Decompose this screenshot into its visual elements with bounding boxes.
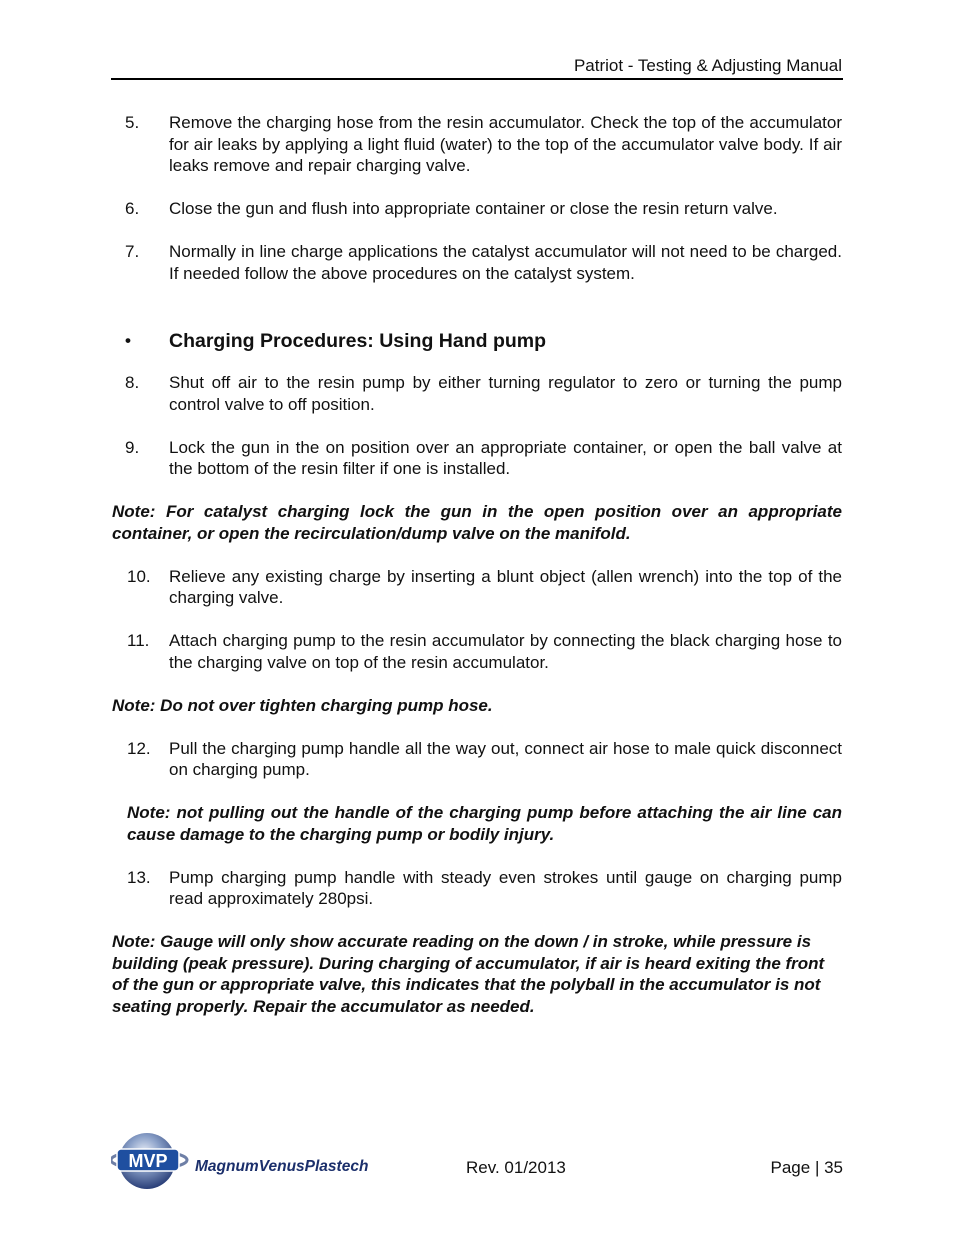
step-13 xyxy=(112,867,842,910)
section-heading xyxy=(112,328,842,354)
step-text: Relieve any existing charge by inserting a blunt object (allen wrench) into the top of the charging valve. xyxy=(169,566,842,607)
step-text: Pull the charging pump handle all the way out, connect air hose to male quick disconnect on charging pump. xyxy=(169,738,842,779)
section-heading-text: Charging Procedures: Using Hand pump xyxy=(169,330,547,352)
step-8 xyxy=(112,372,842,415)
company-logo xyxy=(111,1130,401,1192)
step-number: 9. xyxy=(125,437,140,457)
step-text: Remove the charging hose from the resin accumulator. Check the top of the accumulator for air leaks by applying a light fluid (water) to the top of the accumulator valve body. If air leaks remove and repair charging valve. xyxy=(169,113,842,175)
header-rule xyxy=(111,78,843,80)
note-gauge: Note: Gauge will only show accurate reading on the down / in stroke, while pressure is building (peak pressure). During charging of accumulator, if air is heard exiting the front of the gun or appropriate valve, this indicates that the polyball in the accumulator is not seating properly. Repair the accumulator as needed. xyxy=(112,932,825,1016)
note-handle: Note: not pulling out the handle of the charging pump before attaching the air line can cause damage to the charging pump or bodily injury. xyxy=(127,803,842,844)
header-title: Patriot - Testing & Adjusting Manual xyxy=(573,56,842,75)
step-7 xyxy=(112,241,842,284)
step-text: Normally in line charge applications the catalyst accumulator will not need to be charged. If needed follow the above procedures on the catalyst system. xyxy=(169,242,842,283)
step-number: 11. xyxy=(127,631,150,650)
step-11 xyxy=(112,630,842,673)
step-text: Lock the gun in the on position over an appropriate container, or open the ball valve at the bottom of the resin filter if one is installed. xyxy=(169,437,842,478)
step-5 xyxy=(112,112,842,177)
page-footer xyxy=(111,1130,843,1192)
note-catalyst: Note: For catalyst charging lock the gun in the open position over an appropriate container, or open the recirculation/dump valve on the manifold. xyxy=(112,502,842,543)
step-12 xyxy=(112,738,842,781)
step-number: 6. xyxy=(125,199,140,218)
step-number: 10. xyxy=(127,566,151,586)
step-number: 13. xyxy=(127,867,151,887)
logo-name: MagnumVenusPlastech xyxy=(195,1158,369,1175)
step-number: 12. xyxy=(127,738,151,758)
revision-label: Rev. 01/2013 xyxy=(466,1158,566,1177)
note-hose: Note: Do not over tighten charging pump hose. xyxy=(112,695,493,715)
step-6 xyxy=(112,198,842,220)
step-number: 7. xyxy=(125,242,140,261)
step-number: 5. xyxy=(125,113,140,132)
bullet-icon: • xyxy=(125,331,131,350)
logo-letters: MVP xyxy=(128,1151,168,1171)
step-number: 8. xyxy=(125,373,140,392)
step-text: Shut off air to the resin pump by either turning regulator to zero or turning the pump control valve to off position. xyxy=(169,373,842,414)
step-text: Close the gun and flush into appropriate container or close the resin return valve. xyxy=(169,199,778,218)
step-9 xyxy=(112,437,842,480)
page-content xyxy=(112,112,842,1017)
step-text: Attach charging pump to the resin accumulator by connecting the black charging hose to the charging valve on top of the resin accumulator. xyxy=(169,631,842,672)
step-10 xyxy=(112,566,842,609)
step-text: Pump charging pump handle with steady even strokes until gauge on charging pump read approximately 280psi. xyxy=(169,867,842,908)
page-number: Page | 35 xyxy=(770,1158,843,1177)
